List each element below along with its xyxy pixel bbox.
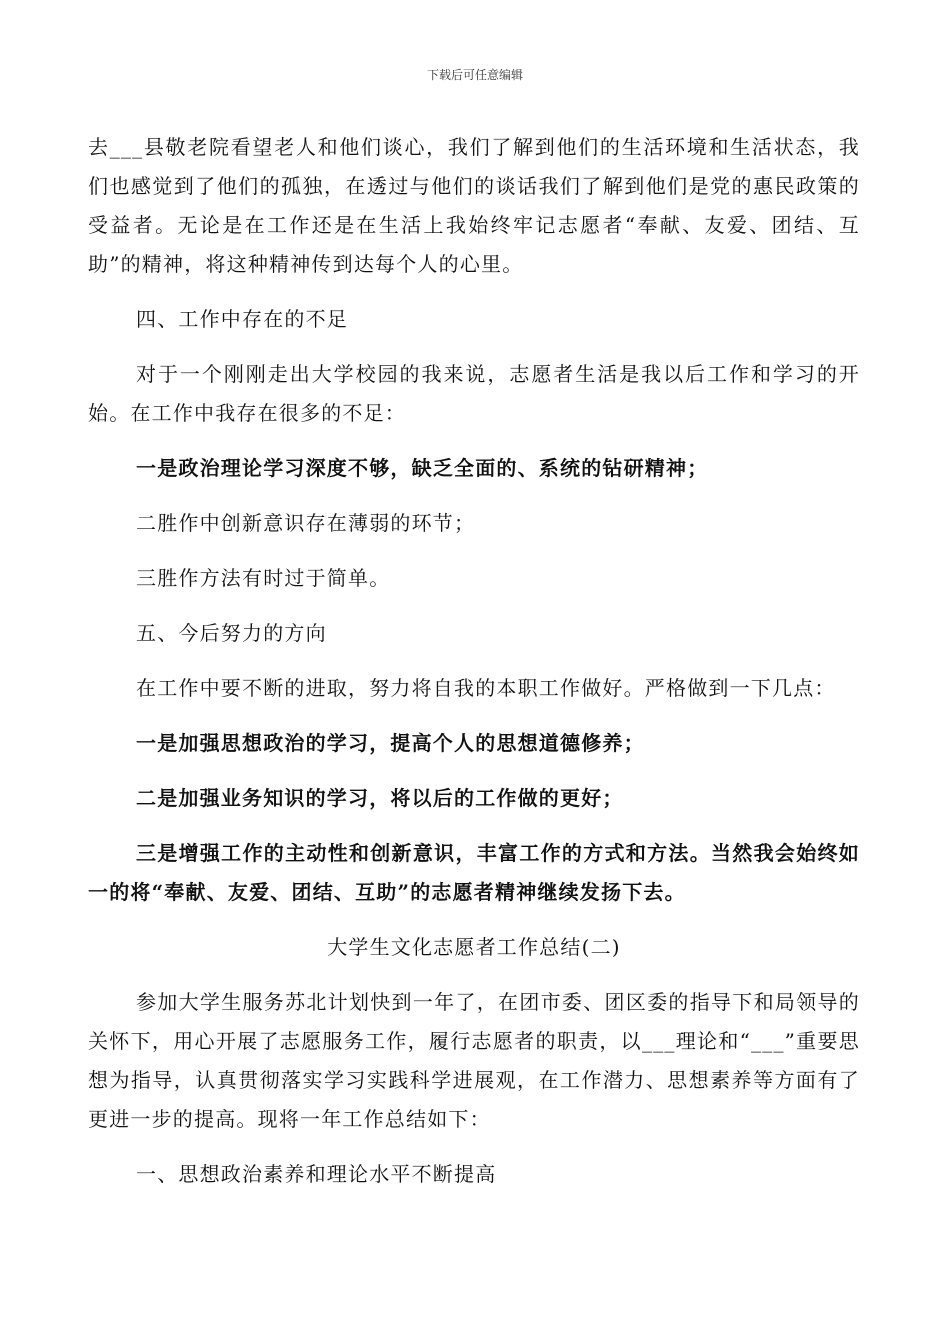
document-title: 大学生文化志愿者工作总结(二) <box>327 935 621 959</box>
page-header: 下载后可任意编辑 <box>426 68 523 82</box>
list-item-direction-2: 二是加强业务知识的学习，将以后的工作做的更好； <box>136 786 624 810</box>
paragraph-summary-intro: 参加大学生服务苏北计划快到一年了，在团市委、团区委的指导下和局领导的关怀下，用心开展了志愿服务工作，履行志愿者的职责，以___理论和“___”重要思想为指导，认真贯彻落实学习实践科学进展观，在工作潜力、思想素养等方面有了更进一步的提高。现将一年工作总结如下： <box>88 990 860 1131</box>
document-body <box>88 120 860 1194</box>
list-item-direction-1: 一是加强思想政治的学习，提高个人的思想道德修养； <box>136 731 645 755</box>
section-heading-direction: 五、今后努力的方向 <box>136 621 327 645</box>
list-item-shortcoming-1: 一是政治理论学习深度不够，缺乏全面的、系统的钻研精神； <box>136 456 709 480</box>
paragraph-visit: 去___县敬老院看望老人和他们谈心，我们了解到他们的生活环境和生活状态，我们也感觉到了他们的孤独，在透过与他们的谈话我们了解到他们是党的惠民政策的受益者。无论是在工作还是在生活上我始终牢记志愿者“奉献、友爱、团结、互助”的精神，将这种精神传到达每个人的心里。 <box>88 135 860 276</box>
list-item-shortcoming-2: 二胜作中创新意识存在薄弱的环节； <box>136 511 476 535</box>
list-item-shortcoming-3: 三胜作方法有时过于简单。 <box>136 566 391 590</box>
paragraph-shortcomings-intro: 对于一个刚刚走出大学校园的我来说，志愿者生活是我以后工作和学习的开始。在工作中我存在很多的不足： <box>88 362 860 425</box>
list-item-direction-3: 三是增强工作的主动性和创新意识，丰富工作的方式和方法。当然我会始终如一的将“奉献、友爱、团结、互助”的志愿者精神继续发扬下去。 <box>88 841 860 904</box>
section-heading-political: 一、思想政治素养和理论水平不断提高 <box>136 1162 497 1186</box>
section-heading-shortcomings: 四、工作中存在的不足 <box>136 307 348 331</box>
paragraph-direction-intro: 在工作中要不断的进取，努力将自我的本职工作做好。严格做到一下几点： <box>136 676 836 700</box>
